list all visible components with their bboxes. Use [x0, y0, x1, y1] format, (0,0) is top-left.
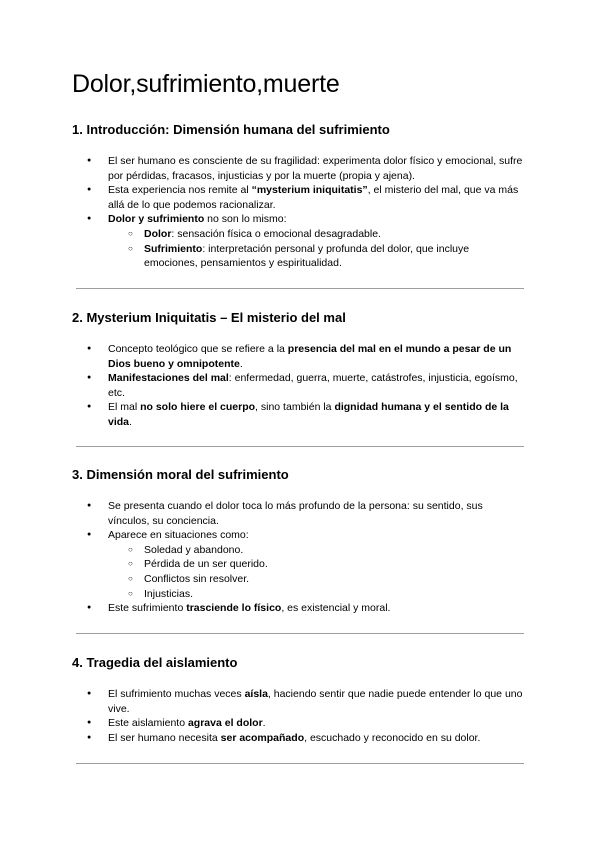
list-item: ● Concepto teológico que se refiere a la presencia del mal en el mundo a pesar de un Dios bueno y omnipotente.: [72, 342, 524, 371]
page-title: Dolor,sufrimiento,muerte: [72, 70, 340, 98]
horizontal-divider: [76, 633, 524, 634]
list-item: ● Dolor y sufrimiento no son lo mismo: ○ Dolor: sensación física o emocional desagradable. ○ Sufrimiento: interpretación personal y profunda del dolor, que incluye emociones, pensamientos y espiritualidad.: [72, 212, 524, 270]
sub-list-item: ○ Soledad y abandono.: [108, 543, 524, 558]
sub-list-item: ○ Pérdida de un ser querido.: [108, 557, 524, 572]
list-item: ● Manifestaciones del mal: enfermedad, guerra, muerte, catástrofes, injusticia, egoísmo, etc.: [72, 371, 524, 400]
section-introduccion: [72, 122, 524, 271]
section-heading: 4. Tragedia del aislamiento: [72, 655, 238, 670]
list-item: ● Esta experiencia nos remite al “mysterium iniquitatis”, el misterio del mal, que va más allá de lo que podemos racionalizar.: [72, 183, 524, 212]
list-item: ● El ser humano es consciente de su fragilidad: experimenta dolor físico y emocional, sufre por pérdidas, fracasos, injusticias y por la muerte (propia y ajena).: [72, 154, 524, 183]
sub-list-item: ○ Dolor: sensación física o emocional desagradable.: [108, 227, 524, 242]
section-mysterium-iniquitatis: [72, 310, 524, 430]
bullet-list: [72, 342, 524, 430]
list-item: ● El ser humano necesita ser acompañado, escuchado y reconocido en su dolor.: [72, 731, 524, 746]
section-heading: 3. Dimensión moral del sufrimiento: [72, 467, 289, 482]
horizontal-divider: [76, 288, 524, 289]
list-item: ● Se presenta cuando el dolor toca lo más profundo de la persona: su sentido, sus vínculos, su conciencia.: [72, 499, 524, 528]
bullet-list: [72, 687, 524, 745]
section-heading: 1. Introducción: Dimensión humana del sufrimiento: [72, 122, 390, 137]
sub-list-item: ○ Sufrimiento: interpretación personal y profunda del dolor, que incluye emociones, pensamientos y espiritualidad.: [108, 242, 524, 271]
sub-list-item: ○ Injusticias.: [108, 587, 524, 602]
horizontal-divider: [76, 446, 524, 447]
list-item: ● El mal no solo hiere el cuerpo, sino también la dignidad humana y el sentido de la vida.: [72, 400, 524, 429]
section-heading: 2. Mysterium Iniquitatis – El misterio del mal: [72, 310, 346, 325]
bullet-list: [72, 154, 524, 271]
sub-list-item: ○ Conflictos sin resolver.: [108, 572, 524, 587]
section-dimension-moral: [72, 467, 524, 616]
list-item: ● El sufrimiento muchas veces aísla, haciendo sentir que nadie puede entender lo que uno vive.: [72, 687, 524, 716]
section-tragedia-aislamiento: [72, 655, 524, 745]
list-item: ● Este sufrimiento trasciende lo físico, es existencial y moral.: [72, 601, 524, 616]
list-item: ● Este aislamiento agrava el dolor.: [72, 716, 524, 731]
list-item: ● Aparece en situaciones como: ○ Soledad y abandono. ○ Pérdida de un ser querido. ○ Conflictos sin resolver. ○ Injusticias.: [72, 528, 524, 601]
horizontal-divider: [76, 763, 524, 764]
bullet-list: [72, 499, 524, 616]
sub-list: [108, 227, 524, 271]
sub-list: [108, 543, 524, 601]
